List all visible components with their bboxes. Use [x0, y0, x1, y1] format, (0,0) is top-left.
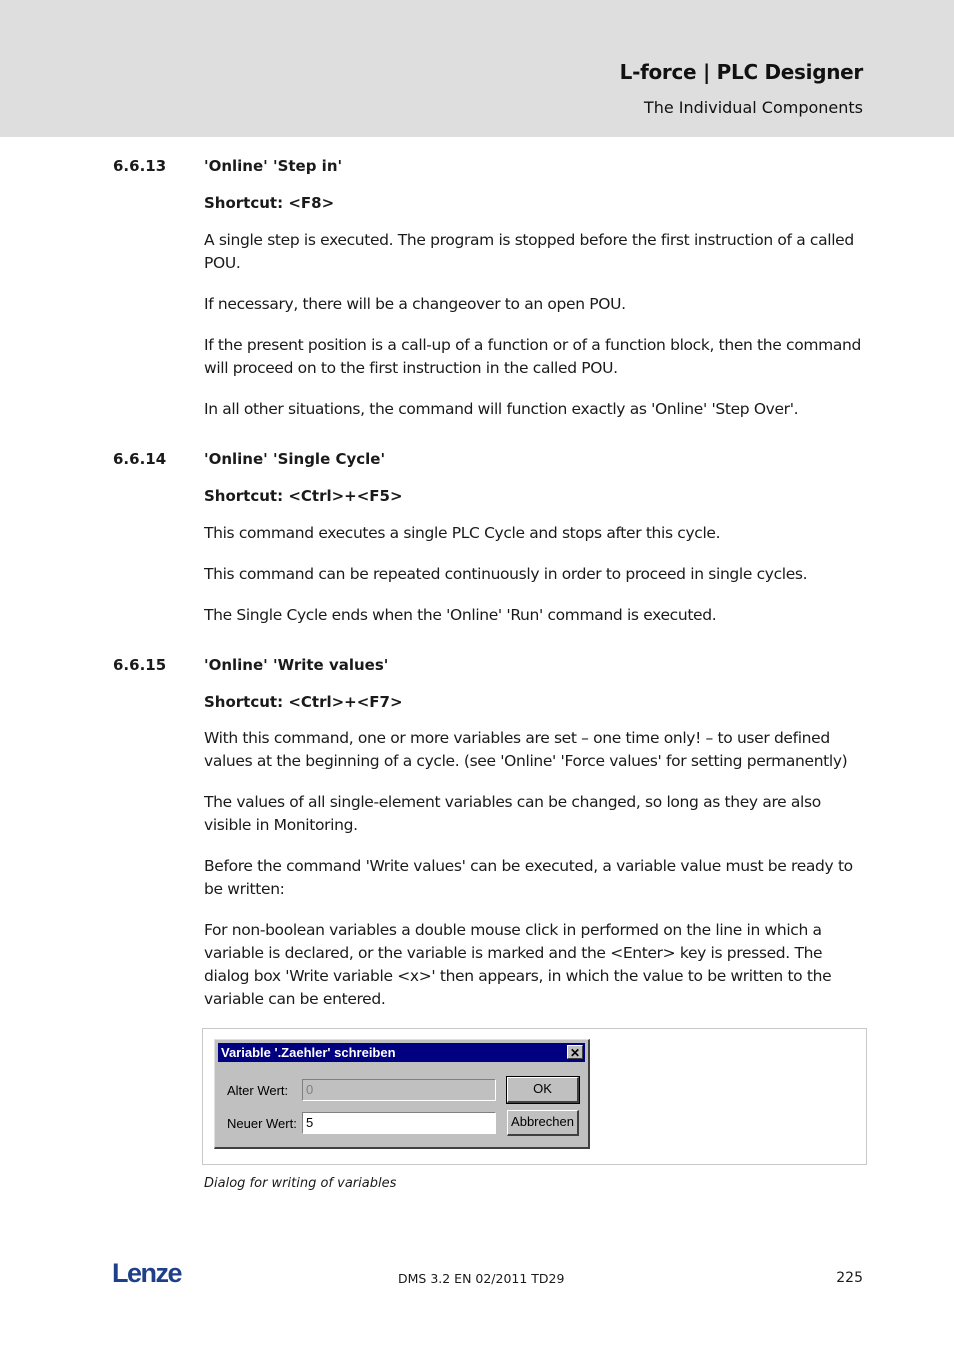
dialog-titlebar	[218, 1043, 585, 1062]
old-value-label: Alter Wert:	[227, 1083, 289, 1098]
figure-frame	[202, 1028, 867, 1165]
section-number: 6.6.15	[113, 656, 167, 674]
section-title: 'Online' 'Write values'	[204, 656, 389, 674]
figure-caption: Dialog for writing of variables	[204, 1176, 397, 1191]
old-value-field: 0	[302, 1079, 496, 1101]
section-title: 'Online' 'Single Cycle'	[204, 450, 386, 468]
paragraph: With this command, one or more variables are set – one time only! – to user defined values at the beginning of a cycle. (see 'Online' 'Force values' for setting permanently)	[204, 729, 848, 770]
dialog-title: Variable '.Zaehler' schreiben	[221, 1045, 396, 1060]
write-variable-dialog	[214, 1039, 590, 1149]
document-title: L-force | PLC Designer	[619, 60, 863, 84]
close-icon[interactable]: ✕	[567, 1045, 583, 1059]
paragraph: A single step is executed. The program is stopped before the first instruction of a called POU.	[204, 231, 854, 272]
ok-button[interactable]: OK	[507, 1077, 579, 1103]
chapter-title: The Individual Components	[643, 98, 863, 117]
paragraph: This command can be repeated continuously in order to proceed in single cycles.	[204, 565, 808, 583]
paragraph: The Single Cycle ends when the 'Online' 'Run' command is executed.	[204, 606, 717, 624]
paragraph: For non-boolean variables a double mouse click in performed on the line in which a variable is declared, or the variable is marked and the <Enter> key is pressed. The dialog box 'Write variable <x>' then appears, in which the value to be written to the variable can be entered.	[204, 921, 832, 1008]
paragraph: This command executes a single PLC Cycle and stops after this cycle.	[204, 524, 721, 542]
new-value-input[interactable]: 5	[302, 1112, 496, 1134]
paragraph: Before the command 'Write values' can be executed, a variable value must be ready to be written:	[204, 857, 853, 898]
paragraph: If the present position is a call-up of a function or of a function block, then the command will proceed on to the first instruction in the called POU.	[204, 336, 861, 377]
section-number: 6.6.14	[113, 450, 167, 468]
page-header	[0, 0, 954, 137]
page-number: 225	[836, 1270, 863, 1286]
document-id: DMS 3.2 EN 02/2011 TD29	[398, 1271, 565, 1286]
section-number: 6.6.13	[113, 157, 167, 175]
lenze-logo: Lenze	[112, 1258, 182, 1288]
section-title: 'Online' 'Step in'	[204, 157, 343, 175]
shortcut-line: Shortcut: <F8>	[204, 194, 335, 212]
paragraph: The values of all single-element variables can be changed, so long as they are also visible in Monitoring.	[204, 793, 821, 834]
shortcut-line: Shortcut: <Ctrl>+<F5>	[204, 487, 403, 505]
shortcut-line: Shortcut: <Ctrl>+<F7>	[204, 693, 403, 711]
paragraph: If necessary, there will be a changeover to an open POU.	[204, 295, 626, 313]
new-value-label: Neuer Wert:	[227, 1116, 297, 1131]
cancel-button[interactable]: Abbrechen	[507, 1110, 579, 1136]
paragraph: In all other situations, the command will function exactly as 'Online' 'Step Over'.	[204, 400, 799, 418]
